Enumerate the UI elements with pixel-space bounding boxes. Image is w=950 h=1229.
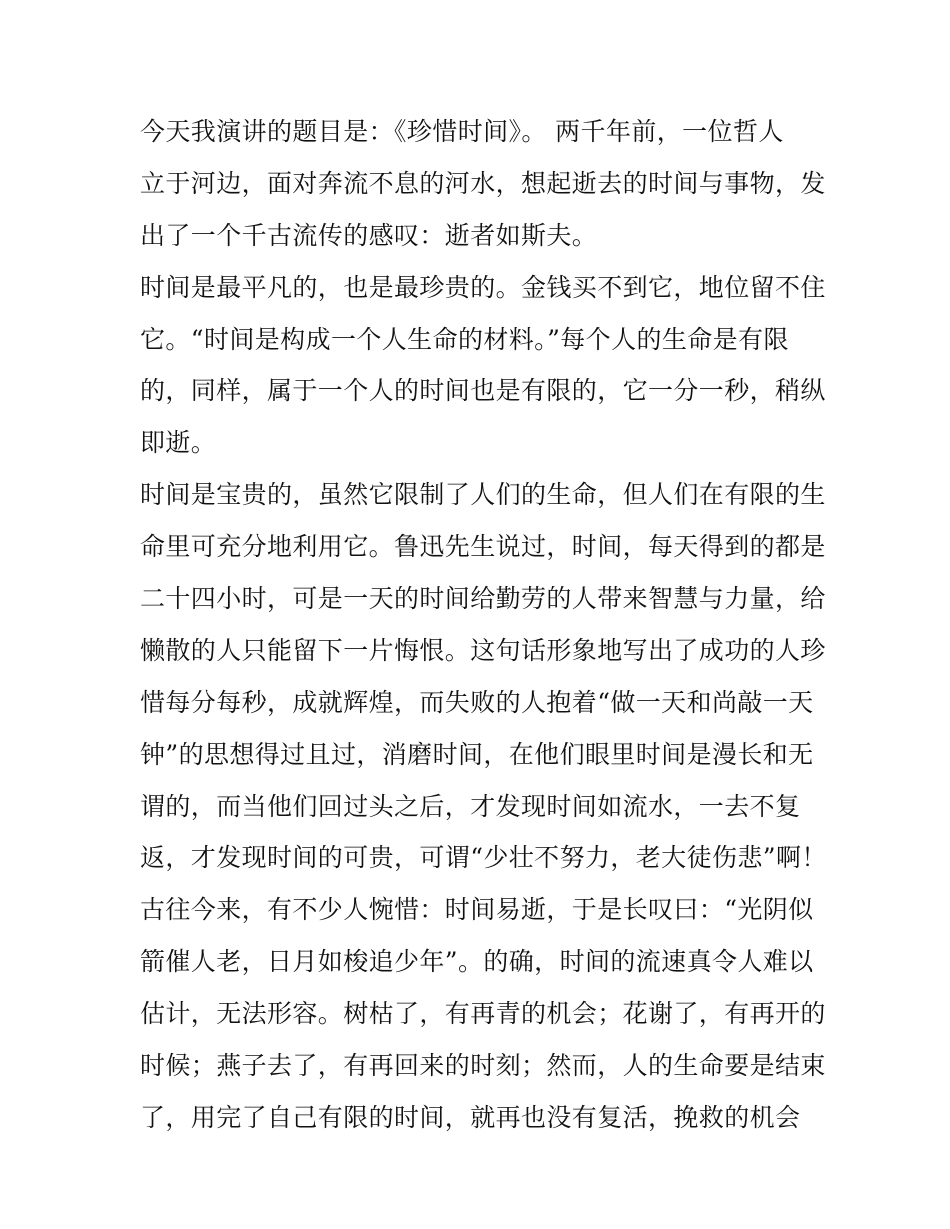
text-line: 时间是最平凡的，也是最珍贵的。金钱买不到它，地位留不住: [140, 272, 826, 302]
text-line: 时间是宝贵的，虽然它限制了人们的生命，但人们在有限的生: [140, 480, 826, 510]
text-line: 即逝。: [140, 428, 217, 458]
text-line: 钟”的思想得过且过，消磨时间，在他们眼里时间是漫长和无: [140, 739, 814, 769]
speech-text: [140, 106, 827, 1144]
text-line: 返，才发现时间的可贵，可谓“少壮不努力，老大徒伤悲”啊！: [140, 843, 827, 873]
text-line: 立于河边，面对奔流不息的河水，想起逝去的时间与事物，发: [140, 168, 826, 198]
text-line: 出了一个千古流传的感叹：逝者如斯夫。: [140, 220, 598, 250]
text-line: 命里可充分地利用它。鲁迅先生说过，时间，每天得到的都是: [140, 532, 826, 562]
text-line: 箭催人老，日月如梭追少年”。的确，时间的流速真令人难以: [140, 947, 814, 977]
text-line: 它。“时间是构成一个人生命的材料。”每个人的生命是有限: [140, 324, 789, 354]
text-line: 的，同样，属于一个人的时间也是有限的，它一分一秒，稍纵: [140, 376, 826, 406]
text-line: 谓的，而当他们回过头之后，才发现时间如流水，一去不复: [140, 791, 801, 821]
text-line: 时候；燕子去了，有再回来的时刻；然而，人的生命要是结束: [140, 1051, 826, 1081]
text-line: 估计，无法形容。树枯了，有再青的机会；花谢了，有再开的: [140, 999, 826, 1029]
text-line: 了，用完了自己有限的时间，就再也没有复活，挽救的机会: [140, 1102, 801, 1132]
text-line: 惜每分每秒，成就辉煌，而失败的人抱着“做一天和尚敲一天: [140, 687, 814, 717]
text-line: 今天我演讲的题目是：《珍惜时间》。 两千年前，一位哲人: [140, 117, 784, 146]
text-line: 古往今来，有不少人惋惜：时间易逝，于是长叹曰：“光阴似: [140, 895, 814, 925]
text-line: 二十四小时，可是一天的时间给勤劳的人带来智慧与力量，给: [140, 584, 826, 614]
text-line: 懒散的人只能留下一片悔恨。这句话形象地写出了成功的人珍: [140, 635, 826, 665]
